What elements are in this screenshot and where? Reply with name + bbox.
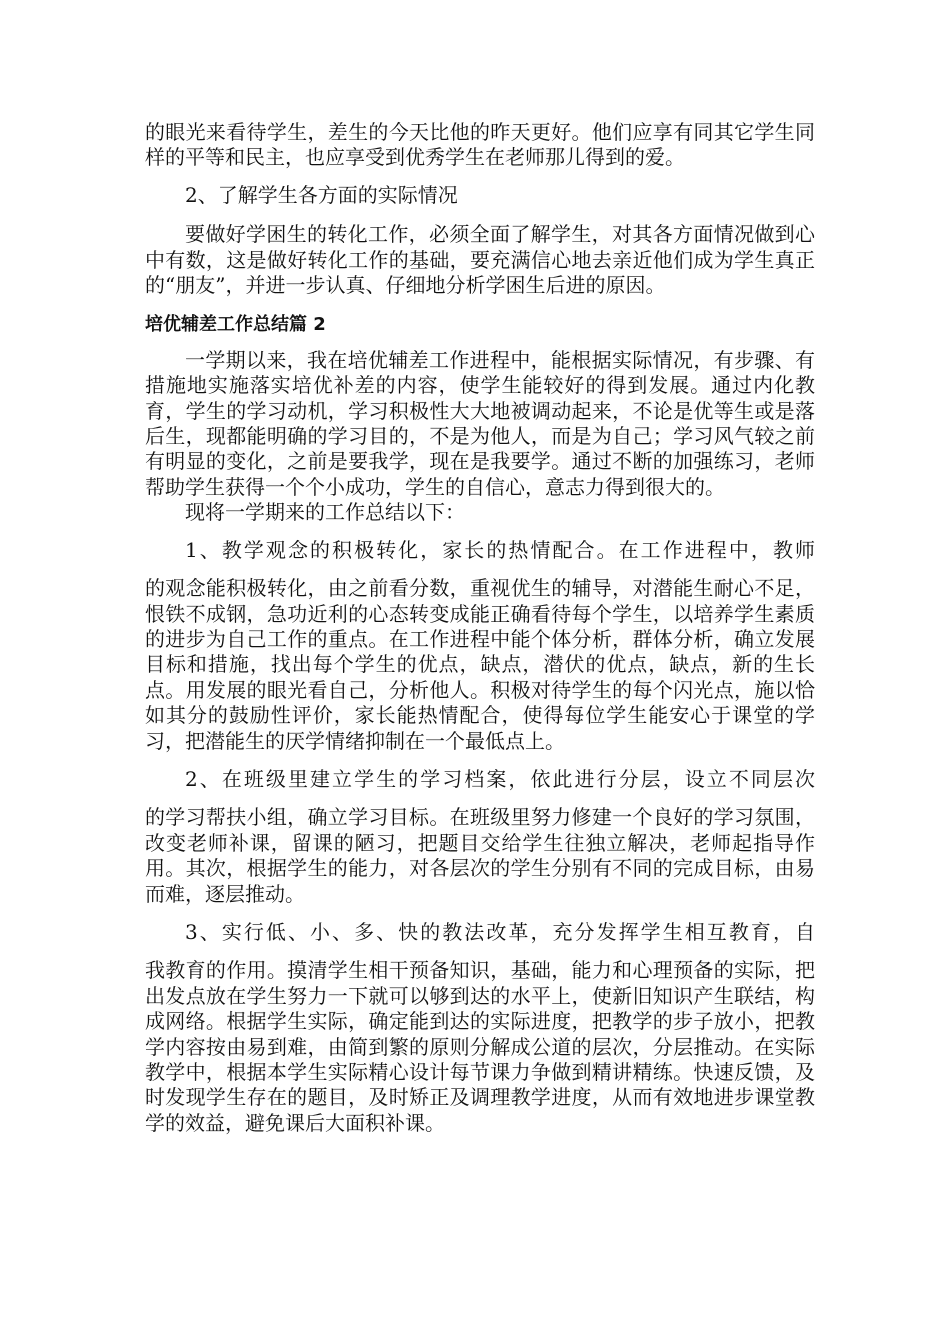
paragraph-item-3-body: 我教育的作用。摸清学生相干预备知识，基础，能力和心理预备的实际，把出发点放在学生努力一下就可以够到达的水平上，使新旧知识产生联结，构成网络。根据学生实际，确定能到达的实际进度，把教学的步子放小，把教学内容按由易到难，由简到繁的原则分解成公道的层次，分层推动。在实际教学中，根据本学生实际精心设计每节课力争做到精讲精练。快速反馈，及时发现学生存在的题目，及时矫正及调理教学进度，从而有效地进步课堂教学的效益，避免课后大面积补课。 bbox=[145, 958, 815, 1135]
paragraph-item-1-body: 的观念能积极转化，由之前看分数，重视优生的辅导，对潜能生耐心不足，恨铁不成钢，急功近利的心态转变成能正确看待每个学生，以培养学生素质的进步为自己工作的重点。在工作进程中能个体分析，群体分析，确立发展目标和措施，找出每个学生的优点，缺点，潜伏的优点，缺点，新的生长点。用发展的眼光看自己，分析他人。积极对待学生的每个闪光点，施以恰如其分的鼓励性评价，家长能热情配合，使得每位学生能安心于课堂的学习，把潜能生的厌学情绪抑制在一个最低点上。 bbox=[145, 576, 815, 753]
paragraph-understand-students: 要做好学困生的转化工作，必须全面了解学生，对其各方面情况做到心中有数，这是做好转化工作的基础，要充满信心地去亲近他们成为学生真正的“朋友”，并进一步认真、仔细地分析学困生后进的原因。 bbox=[145, 222, 815, 298]
paragraph-summary-lead: 现将一学期来的工作总结以下： bbox=[185, 500, 465, 525]
section-heading: 培优辅差工作总结篇 2 bbox=[145, 314, 326, 336]
paragraph-intro: 一学期以来，我在培优辅差工作进程中，能根据实际情况，有步骤、有措施地实施落实培优补差的内容，使学生能较好的得到发展。通过内化教育，学生的学习动机，学习积极性大大地被调动起来，不论是优等生或是落后生，现都能明确的学习目的，不是为他人，而是为自己；学习风气较之前有明显的变化，之前是要我学，现在是我要学。通过不断的加强练习，老师帮助学生获得一个个小成功，学生的自信心，意志力得到很大的。 bbox=[145, 347, 815, 499]
paragraph-item-3-lead: 3、实行低、小、多、快的教法改革，充分发挥学生相互教育，自 bbox=[185, 919, 815, 944]
paragraph-subheading-2: 2、了解学生各方面的实际情况 bbox=[185, 182, 458, 207]
paragraph-item-2-body: 的学习帮扶小组，确立学习目标。在班级里努力修建一个良好的学习氛围，改变老师补课，留课的陋习，把题目交给学生往独立解决，老师起指导作用。其次，根据学生的能力，对各层次的学生分别有不同的完成目标，由易而难，逐层推动。 bbox=[145, 805, 815, 906]
paragraph-continuation: 的眼光来看待学生，差生的今天比他的昨天更好。他们应享有同其它学生同样的平等和民主，也应享受到优秀学生在老师那儿得到的爱。 bbox=[145, 120, 815, 170]
document-page bbox=[145, 120, 815, 1136]
paragraph-item-1-lead: 1、教学观念的积极转化，家长的热情配合。在工作进程中，教师 bbox=[185, 537, 815, 562]
paragraph-item-2-lead: 2、在班级里建立学生的学习档案，依此进行分层，设立不同层次 bbox=[185, 766, 815, 791]
